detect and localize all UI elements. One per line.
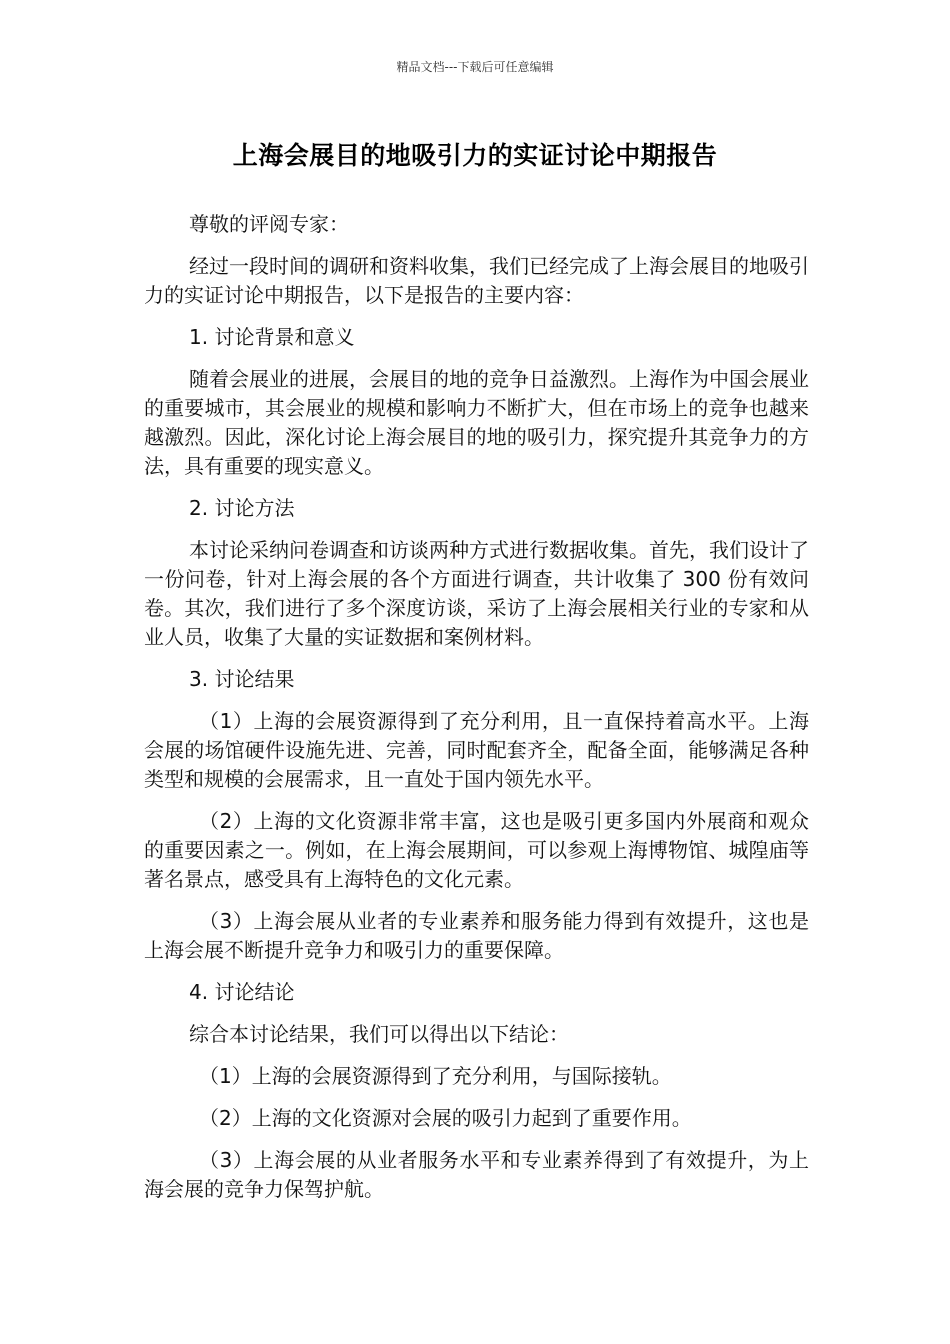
section-heading-background: 1. 讨论背景和意义	[189, 325, 355, 349]
result-item: （3）上海会展从业者的专业素养和服务能力得到有效提升，这也是上海会展不断提升竞争力和吸引力的重要保障。	[144, 909, 809, 962]
result-item: （1）上海的会展资源得到了充分利用，且一直保持着高水平。上海会展的场馆硬件设施先进、完善，同时配套齐全，配备全面，能够满足各种类型和规模的会展需求，且一直处于国内领先水平。	[144, 709, 809, 791]
result-item: （2）上海的文化资源非常丰富，这也是吸引更多国内外展商和观众的重要因素之一。例如，在上海会展期间，可以参观上海博物馆、城隍庙等著名景点，感受具有上海特色的文化元素。	[144, 809, 809, 891]
conclusion-item: （2）上海的文化资源对会展的吸引力起到了重要作用。	[199, 1106, 692, 1130]
conclusion-intro: 综合本讨论结果，我们可以得出以下结论：	[189, 1022, 569, 1046]
conclusion-item: （3）上海会展的从业者服务水平和专业素养得到了有效提升，为上海会展的竞争力保驾护航。	[144, 1148, 809, 1201]
conclusion-item: （1）上海的会展资源得到了充分利用，与国际接轨。	[199, 1064, 672, 1088]
section-heading-conclusion: 4. 讨论结论	[189, 980, 295, 1004]
page-header-note: 精品文档---下载后可任意编辑	[396, 60, 554, 74]
method-paragraph: 本讨论采纳问卷调查和访谈两种方式进行数据收集。首先，我们设计了一份问卷，针对上海会展的各个方面进行调查，共计收集了 300 份有效问卷。其次，我们进行了多个深度访谈，采访了上海会展相关行业的专家和从业人员，收集了大量的实证数据和案例材料。	[144, 538, 809, 649]
document-title: 上海会展目的地吸引力的实证讨论中期报告	[232, 141, 718, 170]
section-heading-results: 3. 讨论结果	[189, 667, 295, 691]
section-heading-method: 2. 讨论方法	[189, 496, 295, 520]
background-paragraph: 随着会展业的进展，会展目的地的竞争日益激烈。上海作为中国会展业的重要城市，其会展业的规模和影响力不断扩大，但在市场上的竞争也越来越激烈。因此，深化讨论上海会展目的地的吸引力，探究提升其竞争力的方法，具有重要的现实意义。	[144, 367, 809, 478]
salutation: 尊敬的评阅专家：	[189, 212, 349, 236]
document-body	[144, 210, 809, 1217]
intro-paragraph: 经过一段时间的调研和资料收集，我们已经完成了上海会展目的地吸引力的实证讨论中期报告，以下是报告的主要内容：	[144, 254, 809, 307]
